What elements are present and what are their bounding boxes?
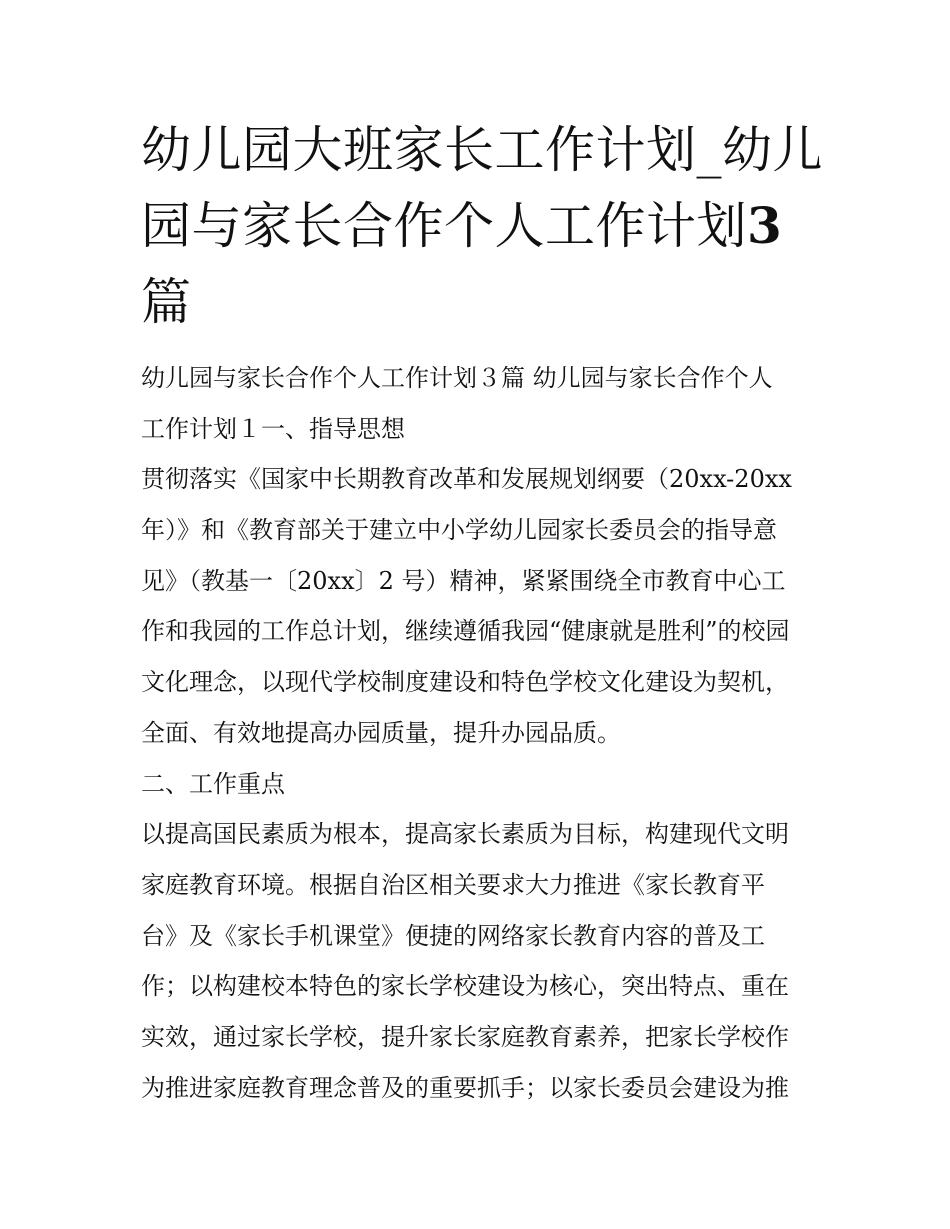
- body-line: 全面、有效地提高办园质量，提升办园品质。: [141, 718, 621, 747]
- body-line: 文化理念，以现代学校制度建设和特色学校文化建设为契机，: [141, 668, 789, 697]
- document-title: [141, 112, 821, 340]
- body-line: 幼儿园与家长合作个人工作计划３篇 幼儿园与家长合作个人: [141, 364, 773, 392]
- title-line: 篇: [141, 273, 192, 331]
- body-line: 贯彻落实《国家中长期教育改革和发展规划纲要（20xx-20xx: [141, 465, 792, 494]
- body-line: 家庭教育环境。根据自治区相关要求大力推进《家长教育平: [141, 870, 765, 899]
- section-heading: 二、工作重点: [141, 769, 285, 798]
- body-line: 实效，通过家长学校，提升家长家庭教育素养，把家长学校作: [141, 1022, 789, 1051]
- title-line: 幼儿园大班家长工作计划_幼儿: [141, 121, 823, 179]
- body-line: 台》及《家长手机课堂》便捷的网络家长教育内容的普及工: [141, 921, 765, 950]
- body-line: 作；以构建校本特色的家长学校建设为核心，突出特点、重在: [141, 972, 789, 1001]
- body-line: 为推进家庭教育理念普及的重要抓手；以家长委员会建设为推: [141, 1073, 789, 1102]
- document-body: [141, 353, 821, 1113]
- title-number: 3: [747, 196, 783, 255]
- title-line-text: 园与家长合作个人工作计划: [141, 197, 747, 255]
- body-line: 年）》和《教育部关于建立中小学幼儿园家长委员会的指导意: [141, 516, 777, 545]
- body-line: 作和我园的工作总计划，继续遵循我园“健康就是胜利”的校园: [141, 617, 790, 646]
- body-line: 以提高国民素质为根本，提高家长素质为目标，构建现代文明: [141, 820, 789, 849]
- body-line: 见》（教基一〔20xx〕2 号）精神，紧紧围绕全市教育中心工: [141, 566, 786, 595]
- title-line: [141, 188, 821, 264]
- body-line: 工作计划１一、指导思想: [141, 414, 405, 443]
